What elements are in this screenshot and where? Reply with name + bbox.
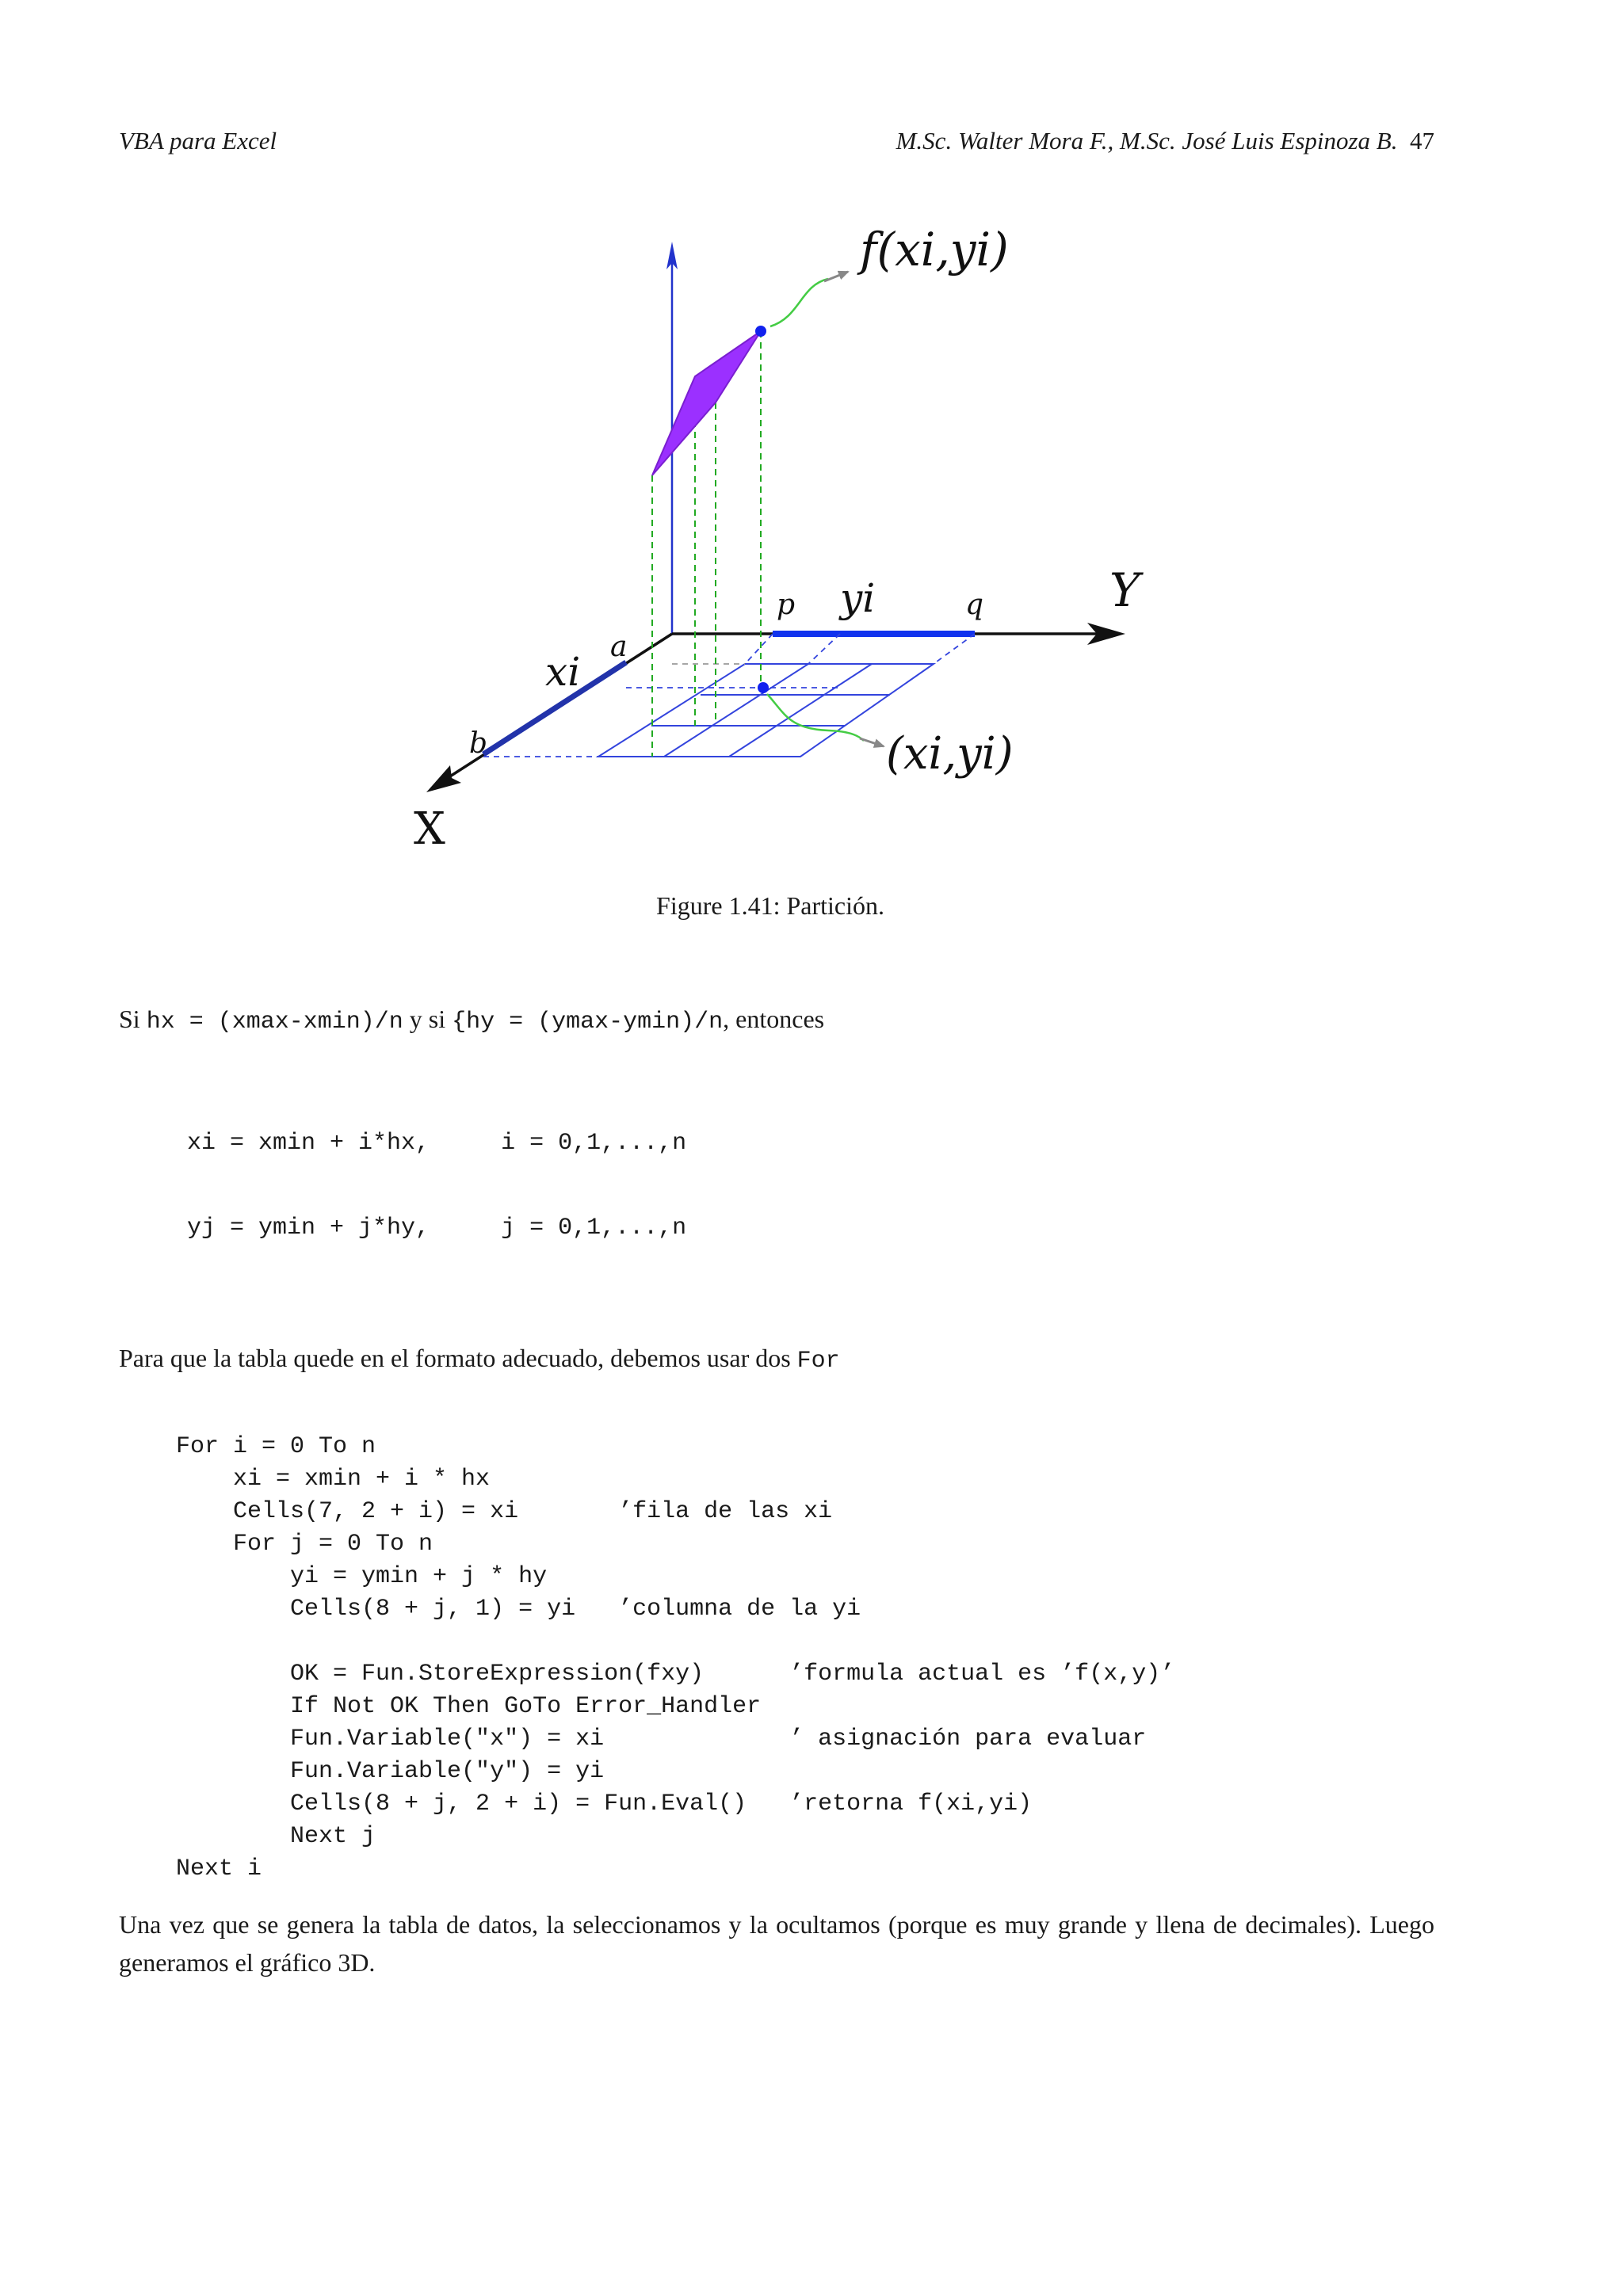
intro-entonces: , entonces <box>723 1005 825 1033</box>
partition-grid <box>598 664 934 757</box>
code-line: Next i <box>176 1855 262 1882</box>
grid-point <box>758 682 769 693</box>
hy-code: {hy = (ymax-ymin)/n <box>452 1009 724 1035</box>
b-label: b <box>469 727 488 760</box>
axis-x-label: X <box>414 803 445 855</box>
intro-paragraph <box>119 1000 1434 1041</box>
code-line: For j = 0 To n <box>176 1531 433 1558</box>
code-line: Cells(7, 2 + i) = xi ’fila de las xi <box>176 1498 833 1525</box>
yi-label: yi <box>840 575 876 621</box>
intro-ysi: y si <box>409 1005 446 1033</box>
surface-point <box>755 326 766 337</box>
partition-figure <box>0 0 1623 887</box>
a-label: a <box>610 631 628 663</box>
q-label: q <box>965 589 984 621</box>
code-line: Next j <box>176 1823 376 1850</box>
x-axis-arrowhead <box>426 765 461 792</box>
code-line: Fun.Variable("y") = yi <box>176 1758 605 1785</box>
page-number: 47 <box>1410 127 1434 154</box>
formula-y: yj = ymin + j*hy, j = 0,1,...,n <box>187 1215 687 1241</box>
code-line: If Not OK Then GoTo Error_Handler <box>176 1693 762 1720</box>
figure-caption: Figure 1.41: Partición. <box>656 891 884 920</box>
for-keyword: For <box>796 1348 840 1375</box>
f-label-arrow <box>770 279 828 326</box>
surface-patch <box>652 331 761 475</box>
code-line: Cells(8 + j, 2 + i) = Fun.Eval() ’retorna f(xi,yi) <box>176 1791 1033 1817</box>
f-label: f(xi,yi) <box>860 223 1009 277</box>
code-line: OK = Fun.StoreExpression(fxy) ’formula actual es ’f(x,y)’ <box>176 1661 1175 1688</box>
header-authors-text: M.Sc. Walter Mora F., M.Sc. José Luis Espinoza B. <box>896 127 1398 154</box>
code-line: For i = 0 To n <box>176 1433 376 1460</box>
code-line: Cells(8 + j, 1) = yi ’columna de la yi <box>176 1596 861 1623</box>
xi-label: xi <box>545 649 581 695</box>
formula-x: xi = xmin + i*hx, i = 0,1,...,n <box>187 1130 687 1157</box>
intro-si: Si <box>119 1005 140 1033</box>
code-line: Fun.Variable("x") = xi ’ asignación para evaluar <box>176 1726 1147 1753</box>
point-label: (xi,yi) <box>886 728 1014 780</box>
p-label: p <box>777 589 796 621</box>
for-paragraph <box>119 1339 1434 1380</box>
hx-code: hx = (xmax-xmin)/n <box>146 1009 403 1035</box>
code-line <box>176 1626 1174 1658</box>
vba-code-block <box>176 1431 1174 1886</box>
for-paragraph-text: Para que la tabla quede en el formato adecuado, debemos usar dos <box>119 1344 791 1372</box>
final-paragraph: Una vez que se genera la tabla de datos, la seleccionamos y la ocultamos (porque es muy grande y llena de decimales). Luego generamos el gráfico 3D. <box>119 1910 1434 1977</box>
running-header-title: VBA para Excel <box>119 127 277 154</box>
code-line: xi = xmin + i * hx <box>176 1466 491 1493</box>
code-line: yi = ymin + j * hy <box>176 1563 548 1590</box>
axis-y-label: Y <box>1109 563 1140 617</box>
